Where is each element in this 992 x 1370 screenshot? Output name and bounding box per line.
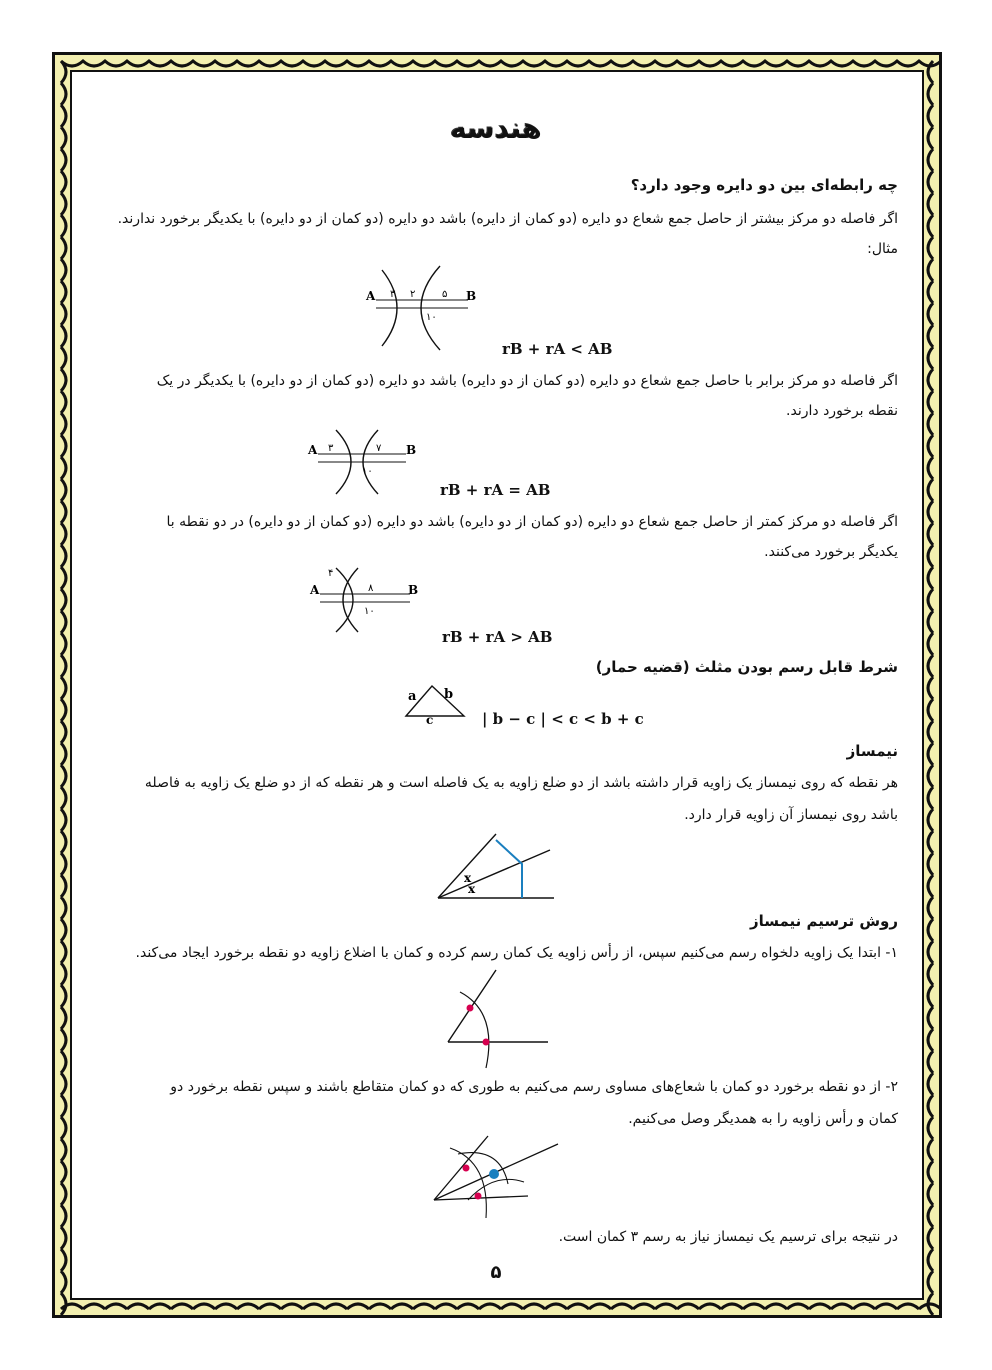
point-a-label: A: [308, 443, 318, 457]
arcs-intersection-point: [489, 1169, 499, 1179]
construction-figure-step1: [440, 968, 552, 1070]
formula-equal: rB + rA = AB: [440, 481, 551, 499]
radius-a-label: ۳: [390, 289, 396, 300]
formula-less-than: rB + rA < AB: [502, 340, 613, 358]
intersection-point-bottom: [483, 1039, 490, 1046]
point-b-label: B: [406, 443, 417, 457]
radius-b-label: ۷: [376, 443, 382, 454]
side-b-label: b: [444, 687, 454, 702]
distance-label: ۱۰: [426, 312, 437, 323]
gap-label: ۲: [410, 289, 416, 300]
radius-a-label: ۴: [328, 568, 334, 579]
radius-b-label: ۵: [442, 289, 448, 300]
distance-label: ۱۰: [362, 466, 373, 477]
paragraph-tangent-line1: اگر فاصله دو مرکز برابر با حاصل جمع شعاع دو دایره (دو کمان از دو دایره) باشد دو دایره (دو کمان از دو دایره) با یکدیگر در یک: [156, 373, 898, 389]
construction-figure-step2: [428, 1134, 564, 1224]
arc-point-bottom: [475, 1193, 482, 1200]
paragraph-no-intersection: اگر فاصله دو مرکز بیشتر از حاصل جمع شعاع دو دایره (دو کمان از دایره) باشد دو دایره (دو کمان از دو دایره) با یکدیگر برخورد ندارند.: [117, 211, 898, 227]
figure-tangent-circles: [306, 428, 426, 496]
arc-point-top: [463, 1165, 470, 1172]
point-a-label: A: [366, 289, 376, 303]
bisector-paragraph-line2: باشد روی نیمساز آن زاویه قرار دارد.: [684, 807, 898, 823]
formula-greater-than: rB + rA > AB: [442, 628, 553, 646]
section-heading-triangle: شرط قابل رسم بودن مثلث (قضیه حمار): [595, 658, 898, 676]
figure-intersecting-circles: [308, 564, 428, 636]
section-heading-bisector-construction: روش ترسیم نیمساز: [749, 912, 898, 930]
construction-step-2-line1: ۲- از دو نقطه برخورد دو کمان با شعاع‌های مساوی رسم می‌کنیم به طوری که دو کمان متقاطع باشند و سپس نقطه برخورد دو: [170, 1079, 898, 1095]
triangle-figure: [402, 682, 472, 724]
page-title: هندسه: [450, 112, 542, 145]
point-b-label: B: [466, 289, 477, 303]
section-heading-bisector: نیمساز: [846, 742, 898, 760]
distance-label: ۱۰: [364, 606, 375, 617]
radius-b-label: ۸: [368, 583, 374, 594]
point-b-label: B: [408, 583, 419, 597]
bisector-figure: [434, 830, 558, 904]
construction-conclusion: در نتیجه برای ترسیم یک نیمساز نیاز به رسم ۳ کمان است.: [558, 1229, 898, 1245]
figure-separate-circles: [360, 262, 490, 354]
paragraph-intersect-line2: یکدیگر برخورد می‌کنند.: [764, 544, 898, 560]
paragraph-intersect-line1: اگر فاصله دو مرکز کمتر از حاصل جمع شعاع دو دایره (دو کمان از دو دایره) باشد دو دایره (دو کمان از دو دایره) در دو نقطه با: [166, 514, 898, 530]
section-heading-circles: چه رابطه‌ای بین دو دایره وجود دارد؟: [630, 176, 898, 194]
bisector-paragraph-line1: هر نقطه که روی نیمساز یک زاویه قرار داشته باشد از دو ضلع زاویه به یک فاصله است و هر نقطه که از دو ضلع یک زاویه به فاصله: [144, 775, 898, 791]
triangle-inequality-formula: | b − c | < c < b + c: [482, 710, 644, 728]
point-a-label: A: [310, 583, 320, 597]
side-a-label: a: [408, 689, 417, 704]
construction-step-2-line2: کمان و رأس زاویه را به همدیگر وصل می‌کنیم.: [628, 1111, 898, 1127]
page-number: ۵: [490, 1262, 502, 1283]
example-label: مثال:: [867, 241, 898, 257]
paragraph-tangent-line2: نقطه برخورد دارند.: [786, 403, 898, 419]
angle-x-top: x: [464, 871, 472, 885]
intersection-point-top: [467, 1005, 474, 1012]
side-c-label: c: [426, 713, 434, 724]
construction-step-1: ۱- ابتدا یک زاویه دلخواه رسم می‌کنیم سپس، از رأس زاویه یک کمان رسم کرده و کمان با اضلاع زاویه دو نقطه برخورد ایجاد می‌کند.: [135, 945, 898, 961]
angle-x-bottom: x: [468, 882, 476, 896]
radius-a-label: ۳: [328, 443, 334, 454]
